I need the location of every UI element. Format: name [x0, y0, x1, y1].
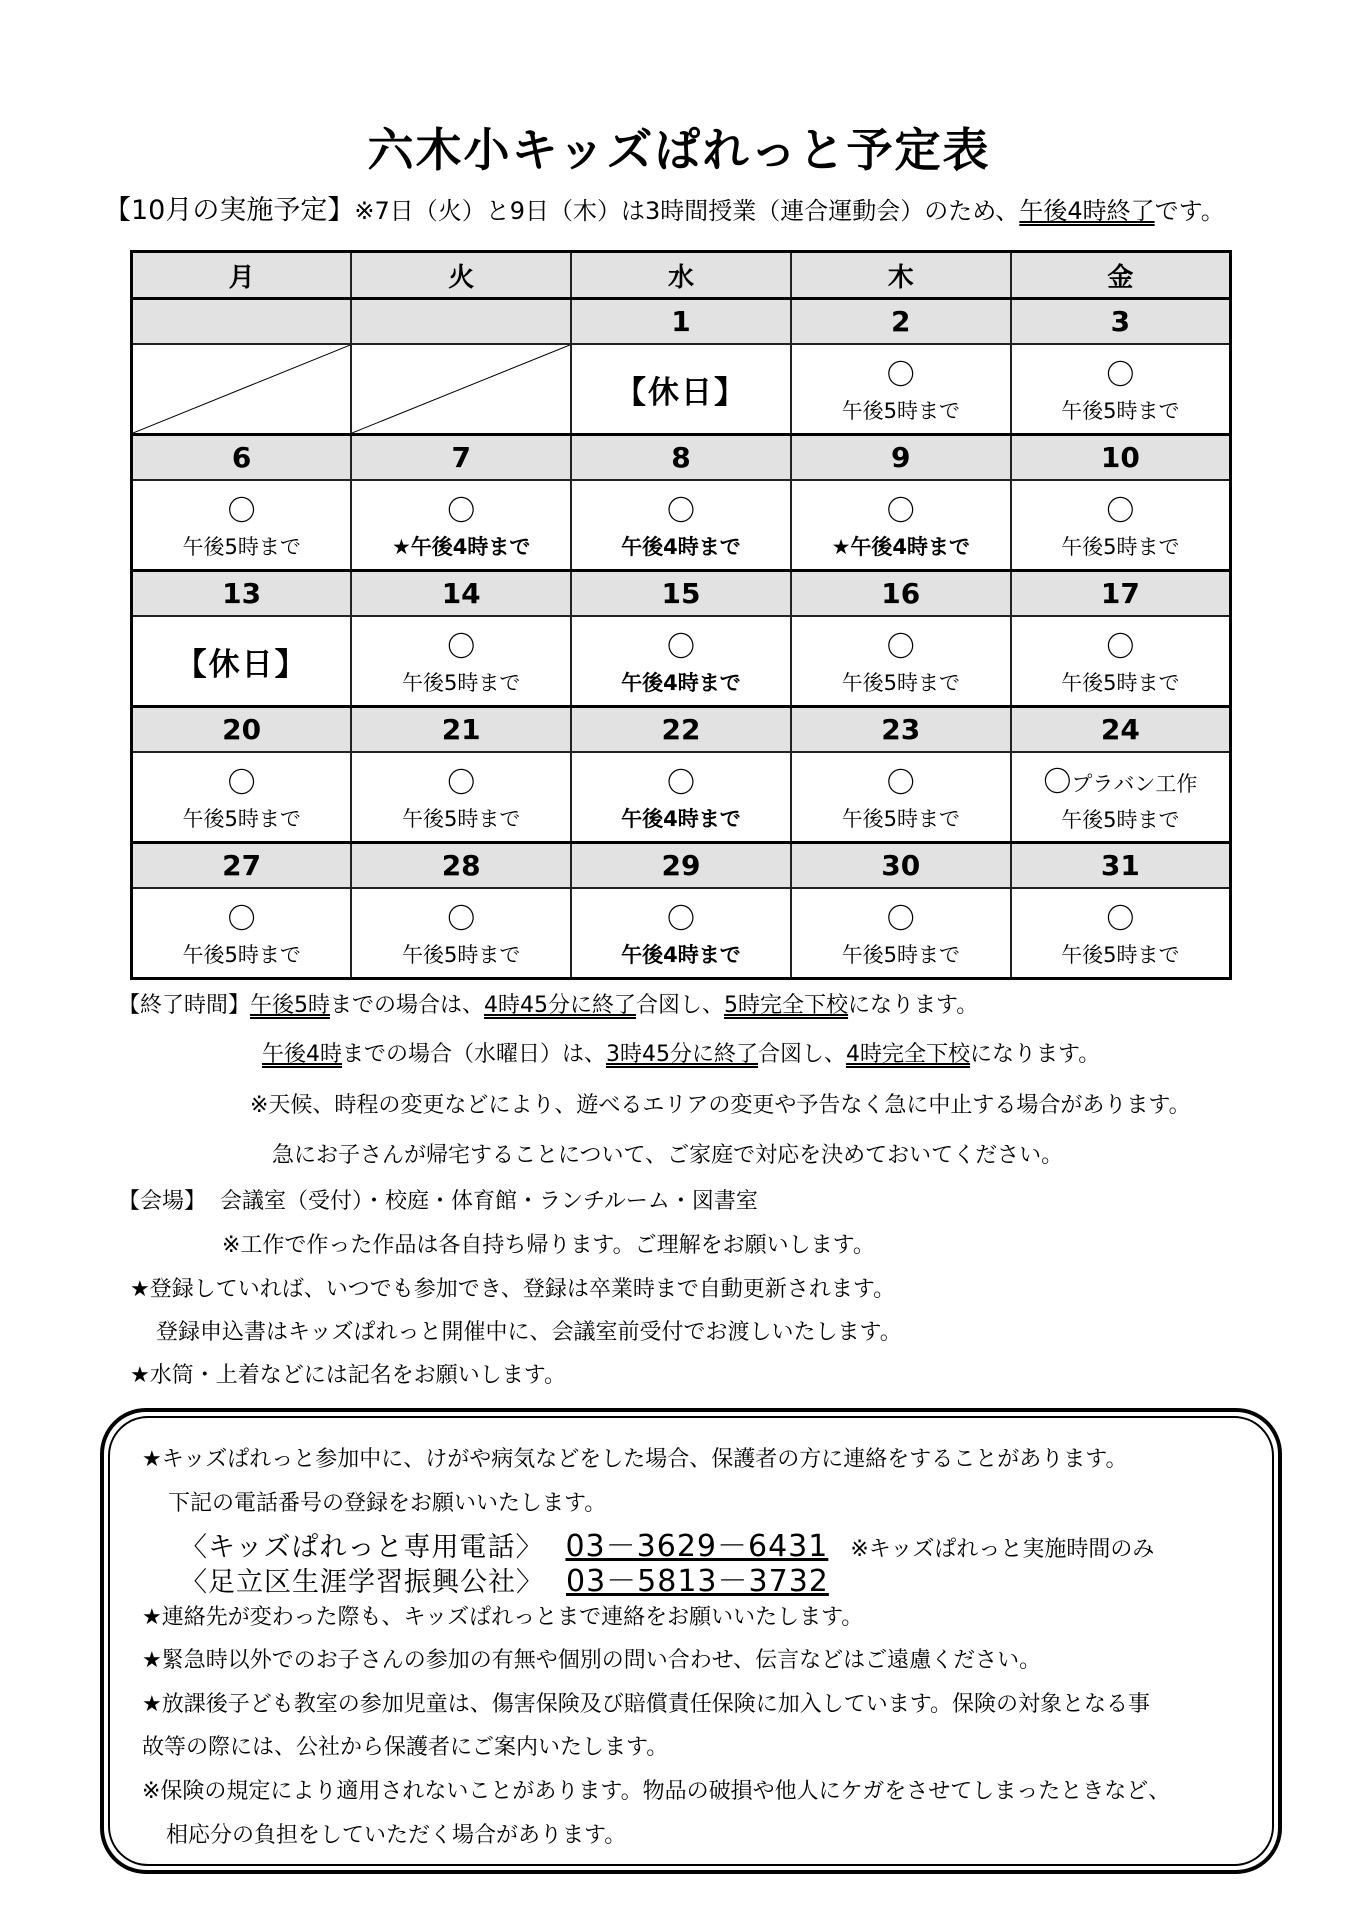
date-cell: 21	[351, 707, 571, 753]
date-cell	[132, 299, 352, 345]
schedule-cell	[1011, 752, 1231, 843]
date-cell: 6	[132, 435, 352, 481]
open-mark: 〇	[1106, 902, 1135, 935]
date-row	[132, 435, 1231, 481]
schedule-cell	[132, 344, 352, 435]
venue-text: 会議室（受付）・校庭・体育館・ランチルーム・図書室	[220, 1189, 758, 1214]
date-cell: 24	[1011, 707, 1231, 753]
schedule-cell	[791, 752, 1011, 843]
date-cell: 23	[791, 707, 1011, 753]
open-mark: 〇	[886, 630, 915, 663]
venue-label: 【会場】	[118, 1189, 207, 1214]
date-cell: 30	[791, 843, 1011, 889]
open-mark: 〇	[227, 494, 256, 527]
end-time-line-4: 急にお子さんが帰宅することについて、ご家庭で対応を決めておいてください。	[272, 1143, 1064, 1168]
schedule-cell	[791, 616, 1011, 707]
schedule-cell	[791, 888, 1011, 979]
open-mark: 〇	[447, 630, 476, 663]
schedule-cell	[571, 888, 791, 979]
phone-row-corp	[180, 1556, 829, 1600]
date-cell: 7	[351, 435, 571, 481]
schedule-cell	[791, 480, 1011, 571]
date-cell: 28	[351, 843, 571, 889]
closing-time: 午後5時まで	[1061, 671, 1180, 695]
date-row	[132, 707, 1231, 753]
closing-time: 午後5時まで	[1061, 943, 1180, 967]
date-row	[132, 843, 1231, 889]
schedule-cell	[571, 480, 791, 571]
phone-label: 〈足立区生涯学習振興公社〉	[180, 1567, 544, 1598]
end-time-line-1	[118, 988, 978, 1019]
open-mark: 〇	[447, 766, 476, 799]
end-time-text: 5時完全下校	[724, 993, 849, 1018]
schedule-row	[132, 752, 1231, 843]
schedule-cell	[351, 480, 571, 571]
open-mark: 〇	[886, 766, 915, 799]
subtitle-lead: 【10月の実施予定】	[104, 195, 355, 226]
end-time-text: までの場合（水曜日）は、	[342, 1042, 607, 1067]
date-cell: 27	[132, 843, 352, 889]
closing-time: 午後4時まで	[621, 535, 741, 559]
phone-number: 03－5813－3732	[566, 1564, 829, 1599]
holiday-label: 【休日】	[614, 374, 747, 411]
notice-line-7: ※保険の規定により適用されないことがあります。物品の破損や他人にケガをさせてしまったときなど、	[142, 1779, 1171, 1804]
schedule-row	[132, 888, 1231, 979]
venue-line	[118, 1184, 758, 1215]
closing-time: 午後5時まで	[841, 399, 960, 423]
closing-time: 午後5時まで	[841, 807, 960, 831]
date-cell: 17	[1011, 571, 1231, 617]
notice-line-5: ★放課後子ども教室の参加児童は、傷害保険及び賠償責任保険に加入しています。保険の対象となる事	[142, 1692, 1150, 1717]
open-mark: 〇	[666, 766, 695, 799]
schedule-cell	[571, 616, 791, 707]
weekday-header: 水	[571, 252, 791, 299]
schedule-cell	[791, 344, 1011, 435]
end-time-text: 4時完全下校	[846, 1042, 971, 1067]
subtitle-emphasis: 午後4時終了	[1019, 197, 1155, 225]
notice-line-3: ★連絡先が変わった際も、キッズぱれっとまで連絡をお願いいたします。	[142, 1605, 864, 1630]
date-cell: 3	[1011, 299, 1231, 345]
end-time-label: 【終了時間】	[118, 993, 251, 1018]
schedule-cell	[1011, 888, 1231, 979]
subtitle-tail: です。	[1154, 197, 1225, 225]
weekday-header: 木	[791, 252, 1011, 299]
notice-line-4: ★緊急時以外でのお子さんの参加の有無や個別の問い合わせ、伝言などはご遠慮ください。	[142, 1648, 1042, 1673]
date-cell: 13	[132, 571, 352, 617]
date-cell: 15	[571, 571, 791, 617]
schedule-cell	[351, 344, 571, 435]
weekday-header-row	[132, 252, 1231, 299]
schedule-calendar	[130, 250, 1232, 980]
open-mark: 〇	[886, 902, 915, 935]
schedule-row	[132, 616, 1231, 707]
date-cell: 16	[791, 571, 1011, 617]
open-mark: 〇	[227, 902, 256, 935]
weekday-header: 月	[132, 252, 352, 299]
schedule-cell	[1011, 616, 1231, 707]
closing-time: 午後5時まで	[402, 807, 521, 831]
open-mark: 〇	[886, 358, 915, 391]
date-cell: 14	[351, 571, 571, 617]
open-mark: 〇	[666, 630, 695, 663]
end-time-text: 合図し、	[758, 1042, 847, 1067]
open-mark: 〇	[1106, 494, 1135, 527]
register-line-3: ★水筒・上着などには記名をお願いします。	[130, 1363, 566, 1388]
end-time-line-2	[262, 1037, 1100, 1068]
schedule-cell	[132, 888, 352, 979]
closing-time: 午後5時まで	[402, 671, 521, 695]
subtitle-body: ※7日（火）と9日（木）は3時間授業（連合運動会）のため、	[354, 197, 1020, 225]
date-cell: 22	[571, 707, 791, 753]
date-cell	[351, 299, 571, 345]
date-cell: 20	[132, 707, 352, 753]
end-time-text: までの場合は、	[330, 993, 485, 1018]
open-mark: 〇	[666, 494, 695, 527]
closing-time: ★午後4時まで	[831, 535, 971, 559]
holiday-label: 【休日】	[175, 646, 308, 683]
phone-number: 03－3629－6431	[565, 1529, 829, 1564]
weekday-header: 金	[1011, 252, 1231, 299]
closing-time: 午後5時まで	[402, 943, 521, 967]
end-time-text: 午後4時	[262, 1042, 342, 1067]
date-row	[132, 299, 1231, 345]
schedule-cell	[132, 480, 352, 571]
schedule-cell	[571, 344, 791, 435]
end-time-text: 午後5時	[250, 993, 331, 1018]
date-cell: 10	[1011, 435, 1231, 481]
end-time-text: 4時45分に終了	[484, 993, 637, 1018]
schedule-cell	[571, 752, 791, 843]
date-row	[132, 571, 1231, 617]
register-line-2: 登録申込書はキッズぱれっと開催中に、会議室前受付でお渡しいたします。	[156, 1320, 902, 1345]
event-line	[1012, 765, 1229, 801]
closing-time: 午後5時まで	[1061, 399, 1180, 423]
notice-line-6: 故等の際には、公社から保護者にご案内いたします。	[142, 1735, 669, 1760]
date-cell: 1	[571, 299, 791, 345]
phone-note: ※キッズぱれっと実施時間のみ	[850, 1537, 1155, 1562]
closing-time: 午後5時まで	[1061, 535, 1180, 559]
end-time-text: になります。	[848, 993, 979, 1018]
open-mark: 〇	[1106, 630, 1135, 663]
notice-line-8: 相応分の負担をしていただく場合があります。	[166, 1823, 627, 1848]
schedule-cell	[351, 752, 571, 843]
closing-time: 午後4時まで	[621, 671, 741, 695]
weekday-header: 火	[351, 252, 571, 299]
closing-time: 午後5時まで	[841, 943, 960, 967]
date-cell: 9	[791, 435, 1011, 481]
schedule-cell	[132, 616, 352, 707]
open-mark: 〇	[1043, 765, 1072, 798]
schedule-row	[132, 480, 1231, 571]
closing-time: ★午後4時まで	[391, 535, 531, 559]
date-cell: 8	[571, 435, 791, 481]
open-mark: 〇	[666, 902, 695, 935]
end-time-text: になります。	[970, 1042, 1101, 1067]
closing-time: 午後5時まで	[182, 535, 301, 559]
notice-line-1: ★キッズぱれっと参加中に、けがや病気などをした場合、保護者の方に連絡をすることがあります。	[142, 1447, 1128, 1472]
open-mark: 〇	[886, 494, 915, 527]
date-cell: 29	[571, 843, 791, 889]
closing-time: 午後5時まで	[841, 671, 960, 695]
closing-time: 午後5時まで	[1061, 808, 1180, 832]
closing-time: 午後4時まで	[621, 807, 741, 831]
date-cell: 2	[791, 299, 1011, 345]
schedule-cell	[351, 616, 571, 707]
open-mark: 〇	[447, 494, 476, 527]
subtitle	[104, 188, 1225, 227]
open-mark: 〇	[227, 766, 256, 799]
date-cell: 31	[1011, 843, 1231, 889]
no-school-slash	[133, 345, 350, 433]
open-mark: 〇	[447, 902, 476, 935]
schedule-cell	[351, 888, 571, 979]
end-time-line-3: ※天候、時程の変更などにより、遊べるエリアの変更や予告なく急に中止する場合があります。	[250, 1093, 1191, 1118]
event-label: プラバン工作	[1071, 772, 1198, 796]
open-mark: 〇	[1106, 358, 1135, 391]
page-title: 六木小キッズぱれっと予定表	[367, 123, 991, 177]
notice-line-2: 下記の電話番号の登録をお願いいたします。	[168, 1491, 607, 1516]
closing-time: 午後5時まで	[182, 807, 301, 831]
schedule-cell	[1011, 480, 1231, 571]
no-school-slash	[352, 345, 570, 433]
closing-time: 午後4時まで	[621, 943, 741, 967]
venue-note: ※工作で作った作品は各自持ち帰ります。ご理解をお願いします。	[222, 1233, 875, 1258]
schedule-cell	[1011, 344, 1231, 435]
end-time-text: 3時45分に終了	[606, 1042, 759, 1067]
end-time-text: 合図し、	[636, 993, 725, 1018]
schedule-cell	[132, 752, 352, 843]
phone-label: 〈キッズぱれっと専用電話〉	[180, 1532, 544, 1563]
closing-time: 午後5時まで	[182, 943, 301, 967]
register-line-1: ★登録していれば、いつでも参加でき、登録は卒業時まで自動更新されます。	[130, 1277, 896, 1302]
schedule-row	[132, 344, 1231, 435]
